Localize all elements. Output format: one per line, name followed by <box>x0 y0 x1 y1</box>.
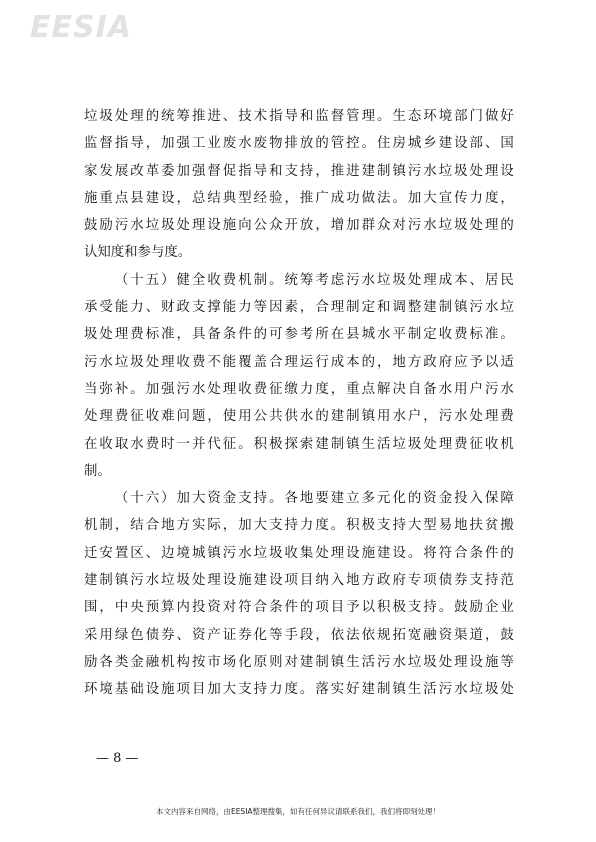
text-line: 励 各 类 金 融 机 构 按 市 场 化 原 则 对 建 制 镇 生 活 污 水 垃 圾 处 理 设 施 等 <box>84 654 514 670</box>
text-line: 机 制 ， 结 合 地 方 实 际 ， 加 大 支 持 力 度 。 积 极 支 持 大 型 易 地 扶 贫 搬 <box>84 518 514 534</box>
text-line: 施 重 点 县 建 设 ， 总 结 典 型 经 验 ， 推 广 成 功 做 法 。 加 大 宣 传 力 度 ， <box>84 190 514 206</box>
text-line: 鼓 励 污 水 垃 圾 处 理 设 施 向 公 众 开 放 ， 增 加 群 众 对 污 水 垃 圾 处 理 的 <box>84 218 514 234</box>
document-body <box>84 103 514 704</box>
text-line: 认知度和参与度。 <box>84 245 192 261</box>
text-line: 围 ， 中 央 预 算 内 投 资 对 符 合 条 件 的 项 目 予 以 积 极 支 持 。 鼓 励 企 业 <box>84 600 514 616</box>
text-line: 垃 圾 处 理 的 统 筹 推 进 、 技 术 指 导 和 监 督 管 理 。 生 态 环 境 部 门 做 好 <box>84 109 514 124</box>
text-line: 家 发 展 改 革 委 加 强 督 促 指 导 和 支 持 ， 推 进 建 制 镇 污 水 垃 圾 处 理 设 <box>84 163 514 179</box>
logo: EESIA <box>30 10 132 45</box>
text-line: 环 境 基 础 设 施 项 目 加 大 支 持 力 度 。 落 实 好 建 制 镇 生 活 污 水 垃 圾 处 <box>84 682 514 698</box>
text-line: （ 十 六 ） 加 大 资 金 支 持 。 各 地 要 建 立 多 元 化 的 资 金 投 入 保 障 <box>114 491 514 507</box>
text-line: （ 十 五 ） 健 全 收 费 机 制 。 统 筹 考 虑 污 水 垃 圾 处 理 成 本 、 居 民 <box>114 272 514 288</box>
page-number: — 8 — <box>96 751 139 766</box>
text-line: 制。 <box>84 463 111 479</box>
text-line: 在 收 取 水 费 时 一 并 代 征 。 积 极 探 索 建 制 镇 生 活 垃 圾 处 理 费 征 收 机 <box>84 436 514 452</box>
text-line: 建 制 镇 污 水 垃 圾 处 理 设 施 建 设 项 目 纳 入 地 方 政 府 专 项 债 券 支 持 范 <box>84 573 514 589</box>
text-line: 采 用 绿 色 债 券 、 资 产 证 券 化 等 手 段 ， 依 法 依 规 拓 宽 融 资 渠 道 ， 鼓 <box>84 627 514 643</box>
text-line: 当 弥 补 。 加 强 污 水 处 理 收 费 征 缴 力 度 ， 重 点 解 决 自 备 水 用 户 污 水 <box>84 381 514 397</box>
text-line: 处 理 费 征 收 难 问 题 ， 使 用 公 共 供 水 的 建 制 镇 用 水 户 ， 污 水 处 理 费 <box>84 409 514 425</box>
text-line: 污 水 垃 圾 处 理 收 费 不 能 覆 盖 合 理 运 行 成 本 的 ， 地 方 政 府 应 予 以 适 <box>84 354 514 370</box>
text-line: 监 督 指 导 ， 加 强 工 业 废 水 废 物 排 放 的 管 控 。 住 房 城 乡 建 设 部 、 国 <box>84 136 514 152</box>
text-line: 圾 处 理 费 标 准 ， 具 备 条 件 的 可 参 考 所 在 县 城 水 平 制 定 收 费 标 准 。 <box>84 327 514 343</box>
text-line: 迁 安 置 区 、 边 境 城 镇 污 水 垃 圾 收 集 处 理 设 施 建 设 。 将 符 合 条 件 的 <box>84 545 514 561</box>
footer-note: 本文内容来自网络，由EESIA整理搜集，如有任何异议请联系我们，我们将即刻处理！ <box>155 807 441 816</box>
text-line: 承 受 能 力 、 财 政 支 撑 能 力 等 因 素 ， 合 理 制 定 和 调 整 建 制 镇 污 水 垃 <box>84 300 514 316</box>
